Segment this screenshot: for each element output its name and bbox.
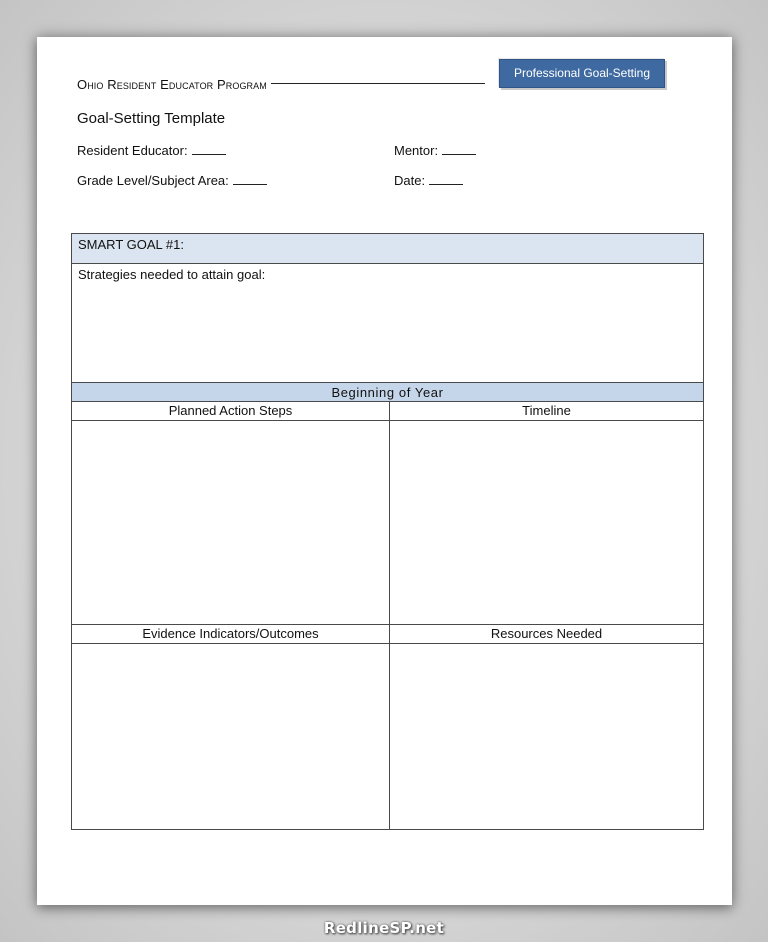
section-header [72, 383, 703, 402]
resident-educator-blank[interactable] [192, 143, 226, 155]
program-underline [271, 83, 485, 84]
resources-cell[interactable] [390, 644, 703, 829]
grade-level-blank[interactable] [233, 173, 267, 185]
document-page [37, 37, 732, 905]
grade-level-label: Grade Level/Subject Area: [77, 173, 229, 188]
page-title: Goal-Setting Template [77, 110, 226, 127]
resources-header: Resources Needed [490, 626, 603, 641]
program-name: Ohio Resident Educator Program [77, 77, 267, 92]
site-watermark: RedlineSP.net [323, 919, 445, 937]
evidence-cell[interactable] [72, 644, 390, 829]
strategies-row[interactable] [72, 264, 703, 383]
timeline-cell[interactable] [390, 421, 703, 624]
mentor-blank[interactable] [442, 143, 476, 155]
mentor-label: Mentor: [394, 143, 439, 158]
planned-action-steps-cell[interactable] [72, 421, 390, 624]
goal-form-table [71, 233, 704, 830]
evidence-header-row [72, 625, 703, 644]
goal-setting-badge: Professional Goal-Setting [499, 59, 665, 88]
resident-educator-label: Resident Educator: [77, 143, 188, 158]
date-blank[interactable] [429, 173, 463, 185]
date-label: Date: [394, 173, 426, 188]
action-body-row [72, 421, 703, 625]
section-label: Beginning of Year [331, 385, 444, 400]
resident-educator-field [77, 143, 226, 158]
smart-goal-label: SMART GOAL #1: [78, 237, 184, 252]
date-field [394, 173, 463, 188]
timeline-header: Timeline [522, 403, 571, 418]
strategies-label: Strategies needed to attain goal: [78, 267, 266, 282]
mentor-field [394, 143, 476, 158]
planned-action-steps-header: Planned Action Steps [72, 402, 390, 420]
action-header-row [72, 402, 703, 421]
evidence-header: Evidence Indicators/Outcomes [72, 625, 390, 643]
smart-goal-row[interactable] [72, 234, 703, 264]
grade-level-field [77, 173, 267, 188]
evidence-body-row [72, 644, 703, 829]
